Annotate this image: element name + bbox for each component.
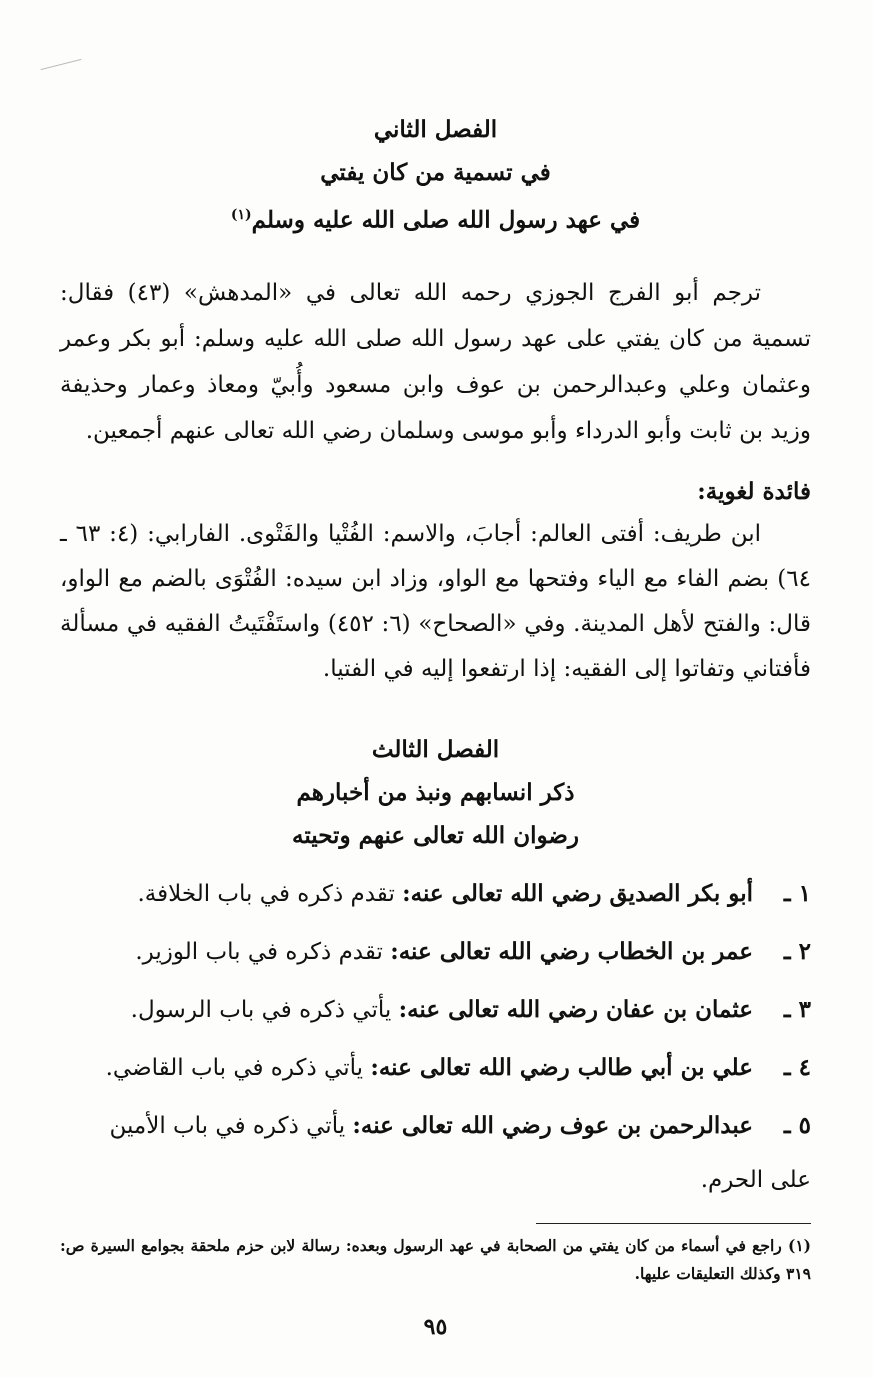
list-item-text: تقدم ذكره في باب الخلافة.	[137, 880, 395, 907]
linguistic-note-text: ابن طريف: أفتى العالم: أجابَ، والاسم: الفُتْيا والفَتْوى. الفارابي: (٤: ٦٣ ـ ٦٤) بضم الفاء مع الياء وفتحها مع الواو، وزاد ابن سيده: الفُتْوَى بالضم مع الواو، قال: والفتح لأهل المدينة. وفي «الصحاح» (٦: ٤٥٢) واستَفْتَيتُ الفقيه في مسألة فأفتاني وتفاتوا إلى الفقيه: إذا ارتفعوا إليه في الفتيا.	[60, 520, 812, 682]
companions-list	[60, 865, 811, 1205]
list-item-text: يأتي ذكره في باب الرسول.	[130, 996, 392, 1023]
list-item-name: عبدالرحمن بن عوف رضي الله تعالى عنه:	[352, 1111, 753, 1139]
list-item-number: ٥ ـ	[783, 1111, 811, 1139]
list-item-name: علي بن أبي طالب رضي الله تعالى عنه:	[370, 1053, 753, 1081]
chapter3-subtitle1: ذكر انسابهم ونبذ من أخبارهم	[296, 778, 575, 806]
chapter2-title: الفصل الثاني	[373, 116, 498, 143]
list-item-name: أبو بكر الصديق رضي الله تعالى عنه:	[402, 879, 753, 907]
list-item-text: يأتي ذكره في باب الأمين	[109, 1112, 346, 1139]
footnote: (١) راجع في أسماء من كان يفتي من الصحابة في عهد الرسول وبعده: رسالة لابن حزم ملحقة بجوامع السيرة ص: ٣١٩ وكذلك التعليقات عليها.	[60, 1235, 811, 1283]
chapter2-subtitle1: في تسمية من كان يفتي	[320, 159, 551, 186]
list-item-number: ٢ ـ	[783, 937, 811, 965]
list-item-name: عمر بن الخطاب رضي الله تعالى عنه:	[390, 937, 753, 965]
chapter3-title: الفصل الثالث	[371, 735, 500, 763]
paragraph-1: ترجم أبو الفرج الجوزي رحمه الله تعالى في «المدهش» (٤٣) فقال: تسمية من كان يفتي على عهد رسول الله صلى الله عليه وسلم: أبو بكر وعمر وعثمان وعلي وعبدالرحمن بن عوف وابن مسعود وأُبيّ ومعاذ وعمار وحذيفة وزيد بن ثابت وأبو الدرداء وأبو موسى وسلمان رضي الله تعالى عنهم أجمعين.	[60, 279, 811, 444]
list-item	[60, 923, 811, 981]
book-page	[60, 108, 811, 1377]
list-item-name: عثمان بن عفان رضي الله تعالى عنه:	[398, 995, 753, 1023]
list-item-text: تقدم ذكره في باب الوزير.	[135, 938, 383, 965]
footnote-divider	[536, 1223, 811, 1224]
list-item	[60, 865, 811, 923]
chapter2-subtitle2-line	[60, 194, 811, 242]
chapter2-subtitle2: في عهد رسول الله صلى الله عليه وسلم	[251, 206, 641, 234]
footnote-ref: (١)	[230, 207, 252, 223]
page-number: ٩٥	[423, 1313, 448, 1340]
list-item-continuation: على الحرم.	[700, 1166, 811, 1193]
linguistic-note-title: فائدة لغوية:	[697, 477, 811, 505]
list-item	[60, 1097, 811, 1155]
list-item-text: يأتي ذكره في باب القاضي.	[105, 1054, 364, 1081]
chapter2-heading	[60, 108, 811, 242]
list-item-number: ٣ ـ	[783, 995, 811, 1023]
scan-mark	[41, 59, 82, 70]
list-item-number: ١ ـ	[783, 879, 811, 907]
chapter3-heading	[60, 728, 811, 857]
list-item	[60, 981, 811, 1039]
list-item	[60, 1039, 811, 1097]
chapter3-subtitle2: رضوان الله تعالى عنهم وتحيته	[292, 821, 579, 849]
list-item-number: ٤ ـ	[783, 1053, 811, 1081]
